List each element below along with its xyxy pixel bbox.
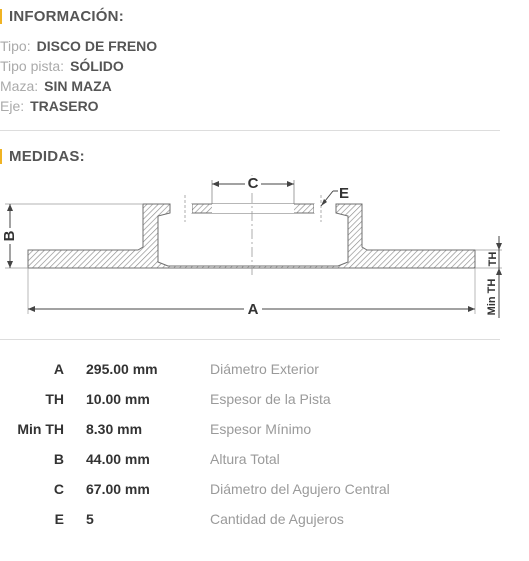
info-label: Maza: (0, 78, 39, 94)
spec-code: E (54, 511, 64, 527)
spec-row (0, 444, 500, 474)
dim-th-arrow-top (496, 243, 502, 250)
spec-table (0, 354, 500, 534)
medidas-title-text: MEDIDAS: (9, 147, 85, 165)
info-label: Tipo pista: (0, 58, 65, 74)
informacion-title (0, 6, 124, 26)
spec-desc: Diámetro del Agujero Central (210, 481, 390, 497)
spec-row (0, 414, 500, 444)
spec-code: B (53, 451, 64, 467)
dim-c-label: C (247, 175, 259, 192)
spec-value: 10.00 mm (86, 391, 150, 407)
spec-desc: Altura Total (210, 451, 280, 467)
spec-code: TH (45, 391, 64, 407)
spec-desc: Diámetro Exterior (210, 361, 319, 377)
spec-code: C (53, 481, 64, 497)
spec-value: 8.30 mm (86, 421, 143, 437)
dim-b-label: B (1, 230, 18, 242)
medidas-title (0, 146, 85, 166)
info-label: Tipo: (0, 38, 31, 54)
dim-th-arrow-bottom (496, 268, 502, 275)
dim-a-arrow-right (468, 306, 475, 312)
spec-row (0, 384, 500, 414)
dim-c-arrow-left (212, 181, 219, 187)
info-row-maza (0, 76, 157, 96)
spec-desc: Espesor Mínimo (210, 421, 312, 437)
spec-row (0, 474, 500, 504)
spec-row (0, 354, 500, 384)
info-row-tipo (0, 36, 157, 56)
accent-bar (0, 149, 2, 164)
spec-desc: Cantidad de Agujeros (210, 511, 344, 527)
disc-section (28, 204, 475, 268)
brake-disc-diagram (0, 166, 510, 326)
dim-b-arrow-top (7, 204, 13, 211)
dim-b-arrow-bottom (7, 261, 13, 268)
info-value: DISCO DE FRENO (36, 38, 158, 54)
dim-c-arrow-right (287, 181, 294, 187)
spec-code: A (53, 361, 64, 377)
dim-e-label: E (338, 185, 350, 202)
spec-row (0, 504, 500, 534)
spec-value: 5 (86, 511, 94, 527)
info-row-eje (0, 96, 157, 116)
center-bore-gap (212, 204, 294, 213)
dim-min-th-label: Min TH (486, 278, 498, 316)
info-label: Eje: (0, 98, 25, 114)
spec-value: 44.00 mm (86, 451, 150, 467)
informacion-title-text: INFORMACIÓN: (9, 7, 124, 25)
spec-value: 295.00 mm (86, 361, 158, 377)
info-value: TRASERO (30, 98, 99, 114)
informacion-list (0, 36, 157, 116)
spec-desc: Espesor de la Pista (210, 391, 331, 407)
dim-a-label: A (247, 301, 259, 318)
info-value: SIN MAZA (44, 78, 112, 94)
spec-code: Min TH (17, 421, 64, 437)
spec-value: 67.00 mm (86, 481, 150, 497)
accent-bar (0, 9, 2, 24)
divider (0, 130, 500, 131)
dim-th-label: TH (487, 251, 499, 267)
info-row-tipo-pista (0, 56, 157, 76)
info-value: SÓLIDO (70, 58, 124, 74)
dim-a-arrow-left (28, 306, 35, 312)
divider (0, 339, 500, 340)
